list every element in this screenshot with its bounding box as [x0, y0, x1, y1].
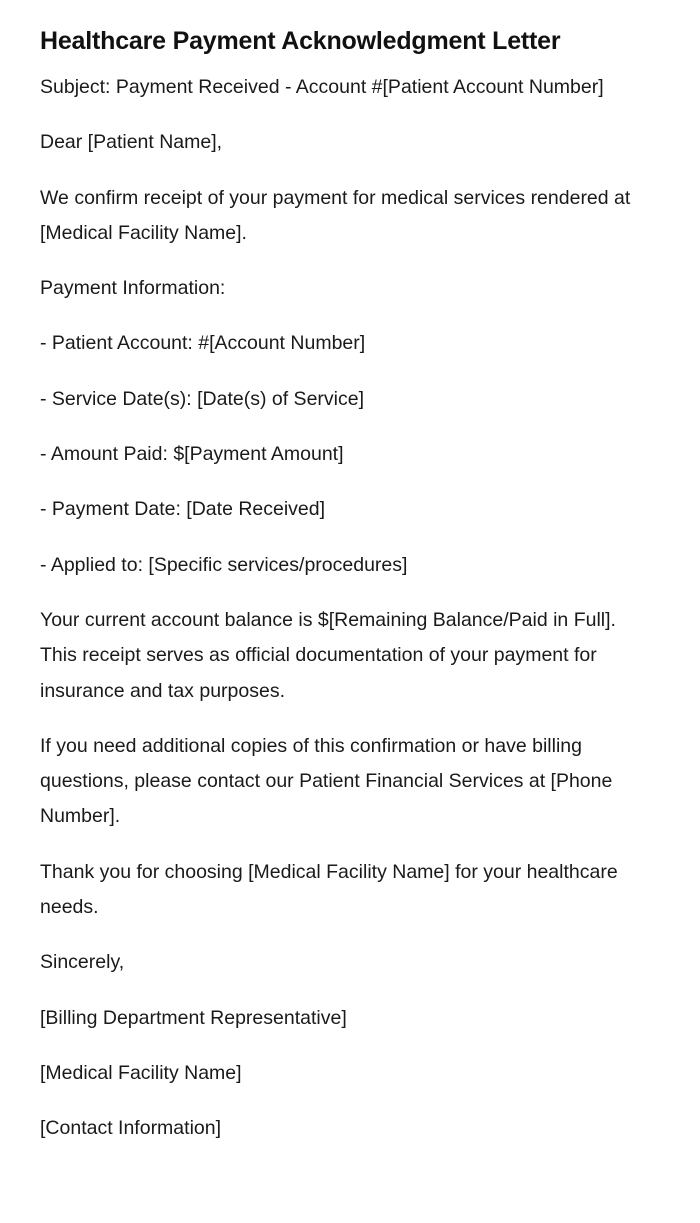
payment-item-applied-to: - Applied to: [Specific services/procedures] [40, 553, 408, 576]
payment-item-service-dates: - Service Date(s): [Date(s) of Service] [40, 387, 364, 410]
document-title: Healthcare Payment Acknowledgment Letter [40, 27, 561, 55]
signature-facility: [Medical Facility Name] [40, 1061, 242, 1084]
closing: Sincerely, [40, 951, 125, 974]
thanks-paragraph: Thank you for choosing [Medical Facility Name] for your healthcare needs. [40, 860, 618, 919]
signature-name: [Billing Department Representative] [40, 1006, 347, 1029]
intro-paragraph: We confirm receipt of your payment for medical services rendered at [Medical Facility Name]. [40, 186, 631, 244]
payment-item-account: - Patient Account: #[Account Number] [40, 332, 366, 355]
payment-item-payment-date: - Payment Date: [Date Received] [40, 498, 326, 521]
contact-paragraph: If you need additional copies of this confirmation or have billing questions, please contact our Patient Financial Services at [Phone Number]. [40, 734, 613, 828]
letter-document [40, 22, 640, 1167]
signature-contact: [Contact Information] [40, 1117, 222, 1140]
payment-info-heading: Payment Information: [40, 277, 226, 300]
balance-paragraph: Your current account balance is $[Remaining Balance/Paid in Full]. This receipt serves as official documentation of your payment for insurance and tax purposes. [40, 608, 616, 702]
salutation: Dear [Patient Name], [40, 131, 223, 154]
subject-line: Subject: Payment Received - Account #[Patient Account Number] [40, 76, 604, 98]
payment-item-amount-paid: - Amount Paid: $[Payment Amount] [40, 443, 344, 466]
